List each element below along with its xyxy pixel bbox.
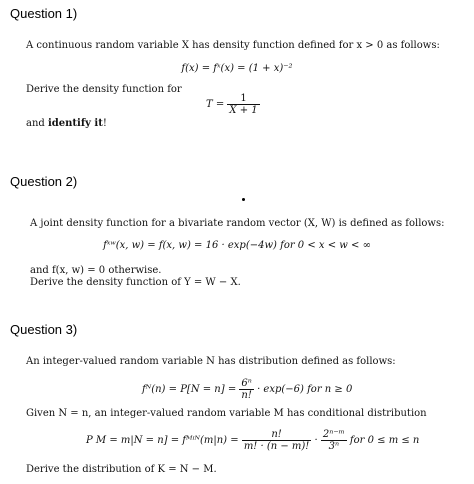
question-1-derive-label: Derive the density function for bbox=[26, 84, 182, 95]
question-3-pmf bbox=[142, 378, 352, 401]
question-2-derive: Derive the density function of Y = W − X. bbox=[30, 277, 241, 288]
cond-lhs: P M = m|N = n] = fᴹᶦᴺ(m|n) = bbox=[86, 435, 239, 446]
cond-denominator-1: m! · (n − m)! bbox=[243, 441, 310, 452]
cond-fraction-1 bbox=[242, 429, 312, 452]
cursor-dot bbox=[242, 198, 245, 201]
question-1-identify bbox=[26, 118, 107, 130]
cond-fraction-2 bbox=[321, 429, 347, 452]
t-lhs: T = bbox=[206, 99, 225, 110]
pmf-numerator: 6ⁿ bbox=[239, 378, 253, 390]
question-1-intro: A continuous random variable X has density function defined for x > 0 as follows: bbox=[26, 40, 440, 51]
question-2-density: fˣʷ(x, w) = f(x, w) = 16 · exp(−4w) for 0 < x < w < ∞ bbox=[103, 240, 371, 251]
question-1-density: f(x) = fˣ(x) = (1 + x)⁻² bbox=[181, 63, 293, 74]
pmf-rhs: · exp(−6) for n ≥ 0 bbox=[257, 384, 353, 395]
question-3-given: Given N = n, an integer-valued random variable M has conditional distribution bbox=[26, 408, 427, 419]
cond-mid: · bbox=[314, 435, 318, 446]
identify-prefix: and bbox=[26, 118, 48, 129]
question-2-intro: A joint density function for a bivariate random vector (X, W) is defined as follows: bbox=[30, 218, 445, 229]
question-2-heading: Question 2) bbox=[10, 174, 78, 189]
question-1-t-formula bbox=[206, 93, 260, 116]
question-2-otherwise: and f(x, w) = 0 otherwise. bbox=[30, 265, 162, 276]
cond-denominator-2: 3ⁿ bbox=[328, 441, 340, 452]
identify-suffix: ! bbox=[102, 118, 107, 129]
pmf-fraction bbox=[239, 378, 253, 401]
cond-rhs: for 0 ≤ m ≤ n bbox=[349, 435, 420, 446]
question-3-conditional bbox=[86, 429, 419, 452]
t-fraction bbox=[227, 93, 259, 116]
identify-bold: identify it bbox=[47, 118, 103, 129]
question-3-heading: Question 3) bbox=[10, 322, 78, 337]
question-1-heading: Question 1) bbox=[10, 6, 78, 21]
pmf-lhs: fᴺ(n) = P[N = n] = bbox=[142, 384, 237, 395]
cond-numerator-1: n! bbox=[242, 429, 312, 441]
pmf-denominator: n! bbox=[241, 390, 252, 401]
question-3-intro: An integer-valued random variable N has distribution defined as follows: bbox=[26, 356, 396, 367]
question-3-derive: Derive the distribution of K = N − M. bbox=[26, 464, 217, 475]
t-numerator: 1 bbox=[227, 93, 259, 105]
t-denominator: X + 1 bbox=[229, 105, 258, 116]
cond-numerator-2: 2ⁿ⁻ᵐ bbox=[322, 429, 345, 440]
